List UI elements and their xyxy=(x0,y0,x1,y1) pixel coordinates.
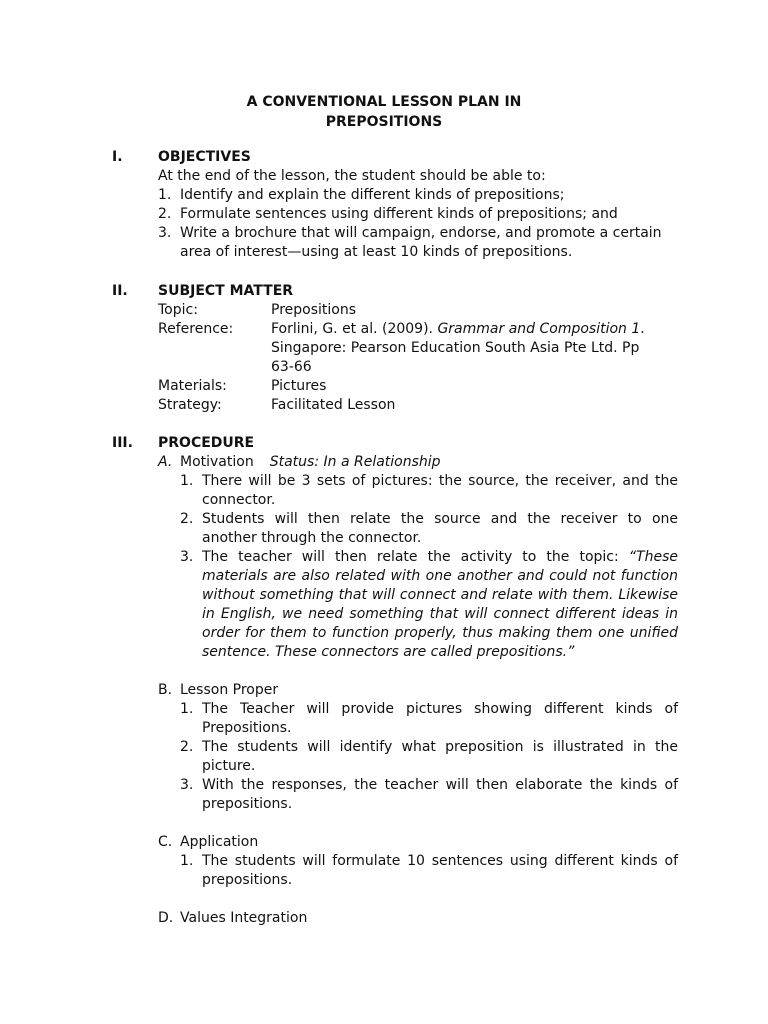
title-line-2: PREPOSITIONS xyxy=(325,114,443,130)
item-number: 1. xyxy=(180,853,194,869)
strategy-value: Facilitated Lesson xyxy=(271,397,396,413)
subsection-values-integration xyxy=(158,909,678,928)
subsection-letter: A. xyxy=(158,454,173,470)
subsection-letter: D. xyxy=(158,910,174,926)
item-text: Write a brochure that will campaign, endorse, and promote a certain area of interest—using at least 10 kinds of prepositions. xyxy=(180,225,662,260)
list-item xyxy=(158,224,664,262)
section-numeral: I. xyxy=(112,149,123,165)
topic-value: Prepositions xyxy=(271,302,357,318)
list-item xyxy=(180,472,678,510)
list-item xyxy=(180,700,678,738)
item-text: The teacher will then relate the activity to the topic: xyxy=(202,549,629,565)
strategy-row xyxy=(158,396,678,415)
subsection-motivation xyxy=(158,453,678,472)
list-item xyxy=(158,205,678,224)
section-numeral: III. xyxy=(112,435,133,451)
section-heading: PROCEDURE xyxy=(158,435,255,451)
list-item xyxy=(180,738,678,776)
item-number: 1. xyxy=(180,701,194,717)
section-heading: OBJECTIVES xyxy=(158,149,251,165)
item-text: With the responses, the teacher will then elaborate the kinds of prepositions. xyxy=(202,777,678,812)
subsection-letter: B. xyxy=(158,682,173,698)
item-number: 3. xyxy=(180,549,194,565)
item-number: 1. xyxy=(158,187,172,203)
item-number: 1. xyxy=(180,473,194,489)
materials-row xyxy=(158,377,678,396)
list-item xyxy=(180,510,678,548)
lesson-proper-list xyxy=(180,700,678,814)
item-text: The students will formulate 10 sentences using different kinds of prepositions. xyxy=(202,853,678,888)
section-numeral: II. xyxy=(112,283,128,299)
teacher-quote: “These materials are also related with one another and could not function without something that will connect and relate with them. Likewise in English, we need something that will connect different ideas in order for them to function properly, thus making them one unified sentence. These connectors are called prepositions.” xyxy=(202,549,678,660)
reference-authors: Forlini, G. et al. (2009). xyxy=(271,321,438,337)
materials-label: Materials: xyxy=(158,378,227,394)
materials-value: Pictures xyxy=(271,378,327,394)
item-number: 2. xyxy=(180,511,194,527)
title-line-1: A CONVENTIONAL LESSON PLAN IN xyxy=(246,94,522,110)
list-item xyxy=(158,186,678,205)
subsection-label: Application xyxy=(180,834,259,850)
item-number: 2. xyxy=(158,206,172,222)
list-item xyxy=(180,548,678,662)
strategy-label: Strategy: xyxy=(158,397,222,413)
objectives-intro: At the end of the lesson, the student should be able to: xyxy=(158,168,546,184)
subsection-lesson-proper xyxy=(158,681,678,700)
item-number: 3. xyxy=(180,777,194,793)
list-item xyxy=(180,852,678,890)
subsection-letter: C. xyxy=(158,834,173,850)
application-list xyxy=(180,852,678,890)
reference-value xyxy=(271,320,665,377)
topic-row xyxy=(158,301,678,320)
reference-row xyxy=(158,320,678,377)
reference-book-title: Grammar and Composition 1 xyxy=(437,321,641,337)
subsection-label: Lesson Proper xyxy=(180,682,279,698)
reference-publisher: . Singapore: Pearson Education South Asia Pte Ltd. Pp 63-66 xyxy=(271,321,645,375)
topic-label: Topic: xyxy=(158,302,198,318)
motivation-list xyxy=(180,472,678,662)
item-number: 3. xyxy=(158,225,172,241)
item-text: There will be 3 sets of pictures: the source, the receiver, and the connector. xyxy=(202,473,678,508)
list-item xyxy=(180,776,678,814)
document-title xyxy=(0,92,768,132)
subsection-application xyxy=(158,833,678,852)
reference-label: Reference: xyxy=(158,321,234,337)
item-text: Formulate sentences using different kinds of prepositions; and xyxy=(180,206,618,222)
section-heading: SUBJECT MATTER xyxy=(158,283,294,299)
item-number: 2. xyxy=(180,739,194,755)
item-text: The Teacher will provide pictures showing different kinds of Prepositions. xyxy=(202,701,678,736)
motivation-subtitle: Status: In a Relationship xyxy=(269,454,441,470)
item-text: Identify and explain the different kinds of prepositions; xyxy=(180,187,565,203)
item-text-with-quote xyxy=(202,548,678,662)
item-text: Students will then relate the source and the receiver to one another through the connector. xyxy=(202,511,678,546)
subsection-label: Values Integration xyxy=(180,910,308,926)
subsection-label: Motivation xyxy=(180,454,254,470)
item-text: The students will identify what preposition is illustrated in the picture. xyxy=(202,739,678,774)
